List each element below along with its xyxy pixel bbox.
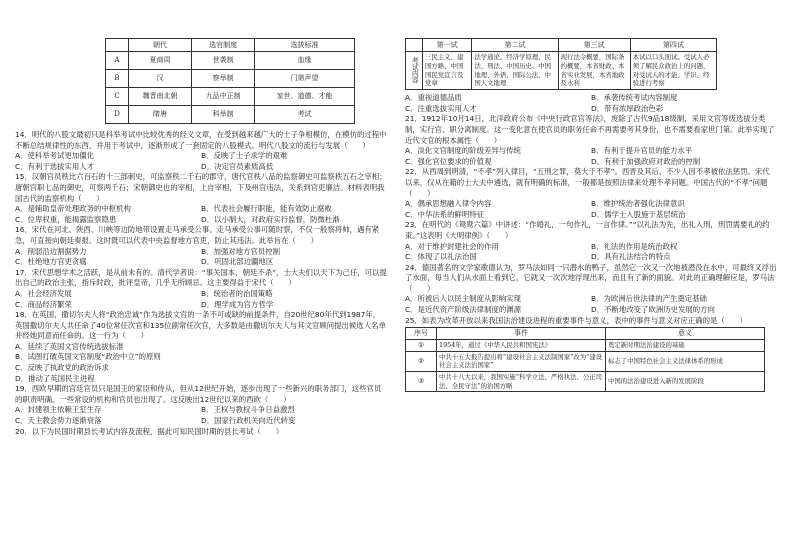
table-row: C 魏晋南北朝 九品中正制 家世、道德、才能 [106,88,355,106]
option[interactable]: C．强化官位要求的价值观 [405,156,492,166]
option[interactable]: B．承袭传统考试内容制度 [591,93,678,103]
table-header: 第四试 [630,39,716,52]
option[interactable]: D．以小制大，对政府实行监督，防微杜渐 [201,214,340,224]
option[interactable]: A．对于维护封建社会的作用 [405,241,499,251]
question-22 [405,167,777,220]
option[interactable]: D．理学成为官方哲学 [201,299,274,309]
option[interactable]: D．儒学士入股施于基层统治 [591,209,686,219]
option[interactable]: A．封建领主依赖王室生存 [15,405,102,415]
option[interactable]: A．淡化文官制度的阶级差异与传统 [405,146,521,156]
county-exam-table [405,38,717,90]
right-column [405,38,777,392]
table-header: 意义 [606,328,765,340]
option[interactable]: C．体现了以礼法治国 [405,252,477,262]
option[interactable]: C．是近代资产阶级法律制度的渊源 [405,305,522,315]
option[interactable]: D．巩固北部边疆地区 [201,257,274,267]
table-header: 第一试 [423,39,472,52]
table-row: B 汉 察举制 门第声望 [106,70,355,88]
question-stem: 16．宋代在河北、陕西、川峡等边防地带设置走马承受公事。走马承受公事可随时察，不仅一般察将帅，遇有紧急，可直接向朝廷奏报。这时既可以代表中央监督地方官吏，防止其违法。此举旨在（ ） [15,225,380,245]
rule-of-law-table [405,327,765,392]
table-header: 第三试 [558,39,630,52]
question-15 [15,172,387,225]
option[interactable]: C．注重选拔实用人才 [405,103,477,113]
question-21 [405,114,777,167]
option[interactable]: C．位卑权重，能揭露监察隐患 [15,214,117,224]
question-stem: 21．1912年10月14日，北洋政府公布《中央行政官官等法》，废除了古代9品18级制，采用文官等级选拔分类制，实行官、职分离制度。这一变化意在使官员的职务任命不再需要考其身份，也不需要看家世门第。此举实现了近代文官的根本属性（ ） [405,114,775,145]
option[interactable]: A．社会经济发展 [15,288,72,298]
option[interactable]: A．延续了英国文官传统选拔标准 [15,341,124,351]
option[interactable]: B．维护统治者强化法律意识 [591,199,685,209]
question-19 [15,384,387,426]
table-header: 选官制度 [192,39,255,52]
option[interactable]: B．王权与教权斗争日益激烈 [201,405,295,415]
table-row: ① 1954年，通过《中华人民共和国宪法》 奠定新时期法治建设的基础 [406,340,765,352]
option[interactable]: C．反映了执政党的政治诉求 [15,363,109,373]
question-stem: 15．汉朝官员秩比六百石的十三部刺史，可监察秩二千石的郡守，唐代官秩八品的监察御史可监察秩五石之宰相；唐朝官职七品的御史，可察两千石；宋朝御史也的宰相，上自宰相，下及州官违法，关系到官吏廉洁。材料表明我国古代的监察机构（ ） [15,172,387,203]
question-stem: 25．如表为改革开放以来我国法治建设进程的重要事件与意义，表中的事件与意义对应正确的是（ ） [405,315,747,325]
option[interactable]: C．商品经济繁荣 [15,299,72,309]
option[interactable]: A．所被后人以民主制度从影响实现 [405,294,521,304]
table-header: 序号 [406,328,437,340]
option[interactable]: C．中华法系的鲜明特征 [405,209,485,219]
question-24 [405,263,777,316]
table-row: D 隋唐 科举制 考试 [106,106,355,124]
option[interactable]: B．反映了士子求学的艰难 [201,151,288,161]
option[interactable]: D．推动了英国民主进程 [15,373,95,383]
question-23 [405,220,777,262]
option[interactable]: A．削弱沿边割据势力 [15,246,87,256]
option[interactable]: B．代表社会履行职能，能有效防止腐败 [201,204,332,214]
table-row: A 夏商周 世袭制 血缘 [106,52,355,70]
table-header: 朝代 [129,39,192,52]
option[interactable]: A．偶承思想融入律令内容 [405,199,492,209]
table-row: ③ 中共十八大以来，我国实施“科学立法、严格执法、公正司法、全民守法”的治国方略 中国的法治建设进入新的发展阶段 [406,372,765,392]
option[interactable]: A．是辅助皇帝处理政务的中枢机构 [15,204,131,214]
option[interactable]: B．试图打破英国文官制度“政治中立”的原则 [15,352,161,362]
left-column [15,38,387,437]
question-17 [15,268,387,310]
table-header: 第二试 [472,39,558,52]
question-16 [15,225,387,267]
option[interactable]: D．决定官员素质高低 [201,161,274,171]
question-stem: 17．宋代思想学术之活跃，是从前未有的。清代学者说：“事关国本，朝廷不杀”，士大夫们以天下为己任，可以提出自己的政治主张，指斥时政，批评皇帝，几乎无所顾忌。这主要得益于宋代（ ） [15,267,387,288]
option[interactable]: C．杜绝地方官吏贪腐 [15,257,87,267]
question-20-options [405,93,777,114]
question-20-stem: 20．以下为民国时期县长考试内容及流程，据此可知民国时期的县长考试（ ） [15,426,284,436]
option[interactable]: D．带有浓厚政治色彩 [591,103,664,113]
option[interactable]: B．礼法的作用是统治政权 [591,241,678,251]
selection-system-table [105,38,355,124]
option[interactable]: D．不断地改变了欧洲历史发展的方向 [591,305,715,315]
question-stem: 23．在明代的《鸳鸯六篇》中讲述：“作婚礼，一句作礼，一言作律。”“以礼法为先，出礼入刑，刑罚需要礼的约束。”这表明《大明律例》（ ） [405,220,770,240]
question-stem: 14．明代的八股文最初只是科举考试中比较优秀的经义文章，在受到越来越广大的士子争相模仿，在模仿的过程中不断总结规律性的东西，并用于考试中，逐渐形成了一套固定的八股模式。明代八股文的流行与发展（ ） [15,130,387,150]
option[interactable]: D．国家行政机关向近代转变 [201,416,296,426]
table-header: 事件 [437,328,606,340]
option[interactable]: B．统治者的治国策略 [201,288,273,298]
option[interactable]: C．有利于选拔实用人才 [15,161,95,171]
table-row: 考试内容 三民主义、建国方略、中国国民党宣言及党章 法学通论、经济学原理、民法、刑法、中国历史、中国地理、外语、国际公法、中国人文地理 现行法令概要，国际条约概要，本省财政、本省实业发展，本省地政及水利 本试以口头面试。受试人必须了解民众政治上的问题，对受试人的才能、学识、经验进行考察 [406,52,717,90]
question-stem: 18．在英国，撒切尔夫人将“政治忠诚”作为选拔文官的一条不可或缺的前提条件，自20世纪80年代到1987年，英国撒切尔夫人共任命了40位常任次官和135位副常任次官，大多数是由撒切尔夫人与其文官顾问提出候选人名单并经她同意而任命的。这一行为（ ） [15,310,386,341]
question-stem: 24．德国著名的文学家歌德认为，罗马法如同一只潜水的鸭子，虽然它一次又一次地被潜没在水中，可最终又浮出了水面，每当人们从水面上看到它，它就又一次次地浮现出来，而且有了新的面貌。对此的正确理解应是，罗马法（ ） [405,262,777,293]
option[interactable]: B．为欧洲后世法律的产生奠定基础 [591,294,707,304]
question-25 [405,316,777,393]
option[interactable]: D．具有礼法结合的特点 [591,252,671,262]
table-header: 选拔标准 [255,39,355,52]
option[interactable]: A．重视道德品质 [405,93,462,103]
option[interactable]: C．天主教会势力逐渐衰落 [15,416,102,426]
option[interactable]: B．有利于提升官员的能力水平 [591,146,693,156]
option[interactable]: D．有利于加强政府对政治的控制 [591,156,701,166]
question-stem: 22．从西周到明清，“不孝”列入律目，“五刑之罪，莫大于不孝”。西晋及其后，不少人因不孝被依法惩罚。宋代以来，仅从在籍的士大夫中遴选，就有明确的标准，一般都是按照法律来处理不孝问题。中国古代的“不孝”问题（ ） [405,167,770,198]
question-14 [15,130,387,172]
table-row: ② 中共十五大报告提出将“建设社会主义法制国家”改为“建设社会主义法治国家” 标志了中国特色社会主义法律体系的形成 [406,351,765,371]
question-18 [15,310,387,384]
option[interactable]: A．使科举考试更加僵化 [15,151,94,161]
option[interactable]: B．加强对地方官员控制 [201,246,280,256]
question-stem: 19．西欧早期的宫廷官员只是国王的家臣和侍从，但从12世纪开始，逐步出现了一些新兴的职务部门，这些官员的职责明确。一些常设的机构和官员也出现了。这反映出12世纪以来的西欧（ ） [15,384,382,404]
